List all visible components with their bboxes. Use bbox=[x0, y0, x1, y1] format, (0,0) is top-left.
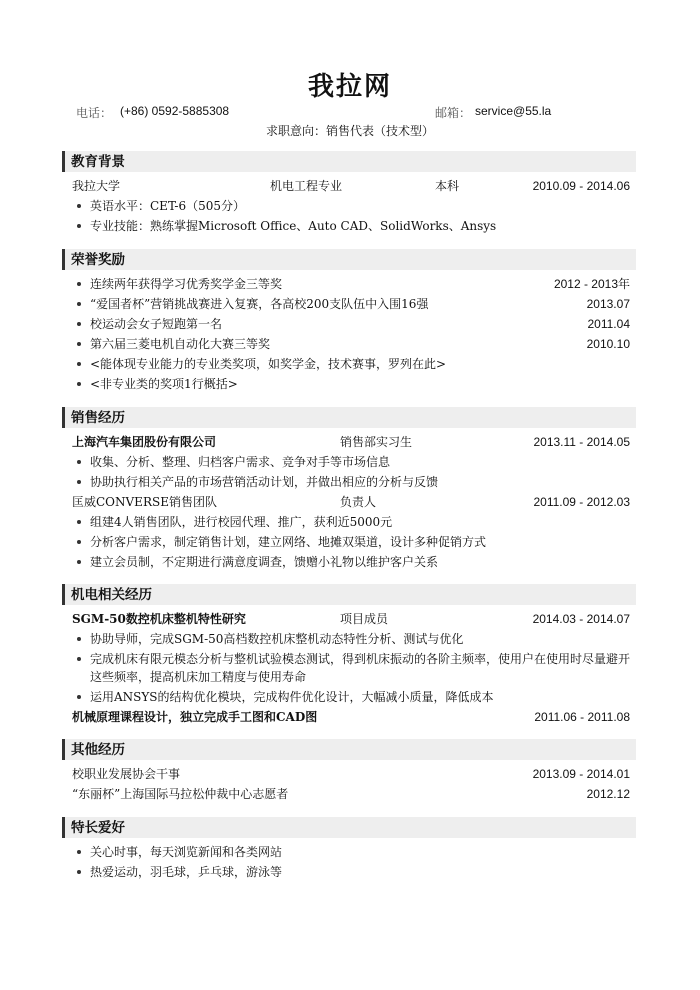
phone-value: (+86) 0592-5885308 bbox=[120, 104, 230, 118]
section-sales bbox=[62, 407, 636, 572]
section-other bbox=[62, 739, 636, 804]
list-item: 英语水平：CET-6（505分） bbox=[62, 196, 636, 216]
project-name: SGM-50数控机床整机特性研究 bbox=[72, 612, 246, 626]
other-text: 校职业发展协会干事 bbox=[72, 767, 181, 781]
job-objective: 求职意向：销售代表（技术型） bbox=[265, 124, 434, 138]
date: 2013.11 - 2014.05 bbox=[533, 435, 630, 449]
date: 2013.07 bbox=[586, 297, 630, 311]
company: 匡威CONVERSE销售团队 bbox=[72, 495, 217, 509]
list-item: 分析客户需求，制定销售计划，建立网络、地摊双渠道，设计多种促销方式 bbox=[62, 532, 636, 552]
section-title: 销售经历 bbox=[62, 407, 636, 428]
section-mechatronics bbox=[62, 584, 636, 727]
other-row bbox=[62, 784, 636, 804]
list-item: 专业技能：熟练掌握Microsoft Office、Auto CAD、SolidWorks、Ansys bbox=[62, 216, 636, 236]
course: 机械原理课程设计，独立完成手工图和CAD图 bbox=[72, 710, 318, 724]
date: 2010.09 - 2014.06 bbox=[532, 179, 630, 193]
job-row bbox=[62, 492, 636, 512]
major: 机电工程专业 bbox=[270, 179, 343, 193]
section-title: 其他经历 bbox=[62, 739, 636, 760]
other-text: “东丽杯”上海国际马拉松仲裁中心志愿者 bbox=[72, 787, 289, 801]
section-title: 教育背景 bbox=[62, 151, 636, 172]
date: 2013.09 - 2014.01 bbox=[532, 767, 630, 781]
list-item: 完成机床有限元模态分析与整机试验模态测试，得到机床振动的各阶主频率，使用户在使用时尽量避开这些频率，提高机床加工精度与使用寿命 bbox=[62, 649, 630, 687]
list-item bbox=[62, 354, 636, 374]
education-row bbox=[62, 176, 636, 196]
section-title: 特长爱好 bbox=[62, 817, 636, 838]
role: 项目成员 bbox=[340, 612, 389, 626]
award-text: 校运动会女子短跑第一名 bbox=[90, 317, 223, 331]
list-item: 建立会员制，不定期进行满意度调查，馈赠小礼物以维护客户关系 bbox=[62, 552, 636, 572]
section-education bbox=[62, 151, 636, 236]
list-item: 组建4人销售团队，进行校园代理、推广，获利近5000元 bbox=[62, 512, 636, 532]
section-title: 荣誉奖励 bbox=[62, 249, 636, 270]
course-row bbox=[62, 707, 636, 727]
contact-row bbox=[0, 104, 700, 122]
project-row bbox=[62, 609, 636, 629]
degree: 本科 bbox=[435, 179, 460, 193]
date: 2012 - 2013年 bbox=[553, 277, 630, 291]
section-hobbies bbox=[62, 817, 636, 882]
role: 负责人 bbox=[340, 495, 377, 509]
list-item: 收集、分析、整理、归档客户需求、竞争对手等市场信息 bbox=[62, 452, 636, 472]
list-item: 运用ANSYS的结构优化模块，完成构件优化设计，大幅减小质量，降低成本 bbox=[62, 687, 636, 707]
candidate-name: 我拉网 bbox=[307, 72, 392, 102]
list-item: 关心时事，每天浏览新闻和各类网站 bbox=[62, 842, 636, 862]
date: 2014.03 - 2014.07 bbox=[532, 612, 630, 626]
date: 2012.12 bbox=[586, 787, 630, 801]
section-awards bbox=[62, 249, 636, 394]
list-item: 协助执行相关产品的市场营销活动计划，并做出相应的分析与反馈 bbox=[62, 472, 636, 492]
email-label: 邮箱： bbox=[435, 106, 472, 120]
date: 2011.06 - 2011.08 bbox=[534, 710, 630, 724]
award-text: 连续两年获得学习优秀奖学金三等奖 bbox=[90, 277, 283, 291]
role: 销售部实习生 bbox=[340, 435, 413, 449]
list-item bbox=[62, 294, 636, 314]
company: 上海汽车集团股份有限公司 bbox=[72, 435, 217, 449]
other-row bbox=[62, 764, 636, 784]
award-text: <非专业类的奖项1行概括> bbox=[90, 377, 238, 391]
award-text: “爱国者杯”营销挑战赛进入复赛，各高校200支队伍中入围16强 bbox=[90, 297, 429, 311]
phone-label: 电话： bbox=[76, 106, 113, 120]
list-item bbox=[62, 274, 636, 294]
list-item bbox=[62, 334, 636, 354]
list-item bbox=[62, 314, 636, 334]
date: 2011.09 - 2012.03 bbox=[533, 495, 630, 509]
email-value: service@55.la bbox=[475, 104, 552, 118]
list-item: 协助导师，完成SGM-50高档数控机床整机动态特性分析、测试与优化 bbox=[62, 629, 636, 649]
award-text: <能体现专业能力的专业类奖项，如奖学金，技术赛事，罗列在此> bbox=[90, 357, 447, 371]
list-item: 热爱运动，羽毛球，乒乓球，游泳等 bbox=[62, 862, 636, 882]
award-text: 第六届三菱电机自动化大赛三等奖 bbox=[90, 337, 271, 351]
date: 2010.10 bbox=[586, 337, 630, 351]
section-title: 机电相关经历 bbox=[62, 584, 636, 605]
list-item bbox=[62, 374, 636, 394]
school: 我拉大学 bbox=[72, 179, 121, 193]
date: 2011.04 bbox=[587, 317, 630, 331]
job-row bbox=[62, 432, 636, 452]
